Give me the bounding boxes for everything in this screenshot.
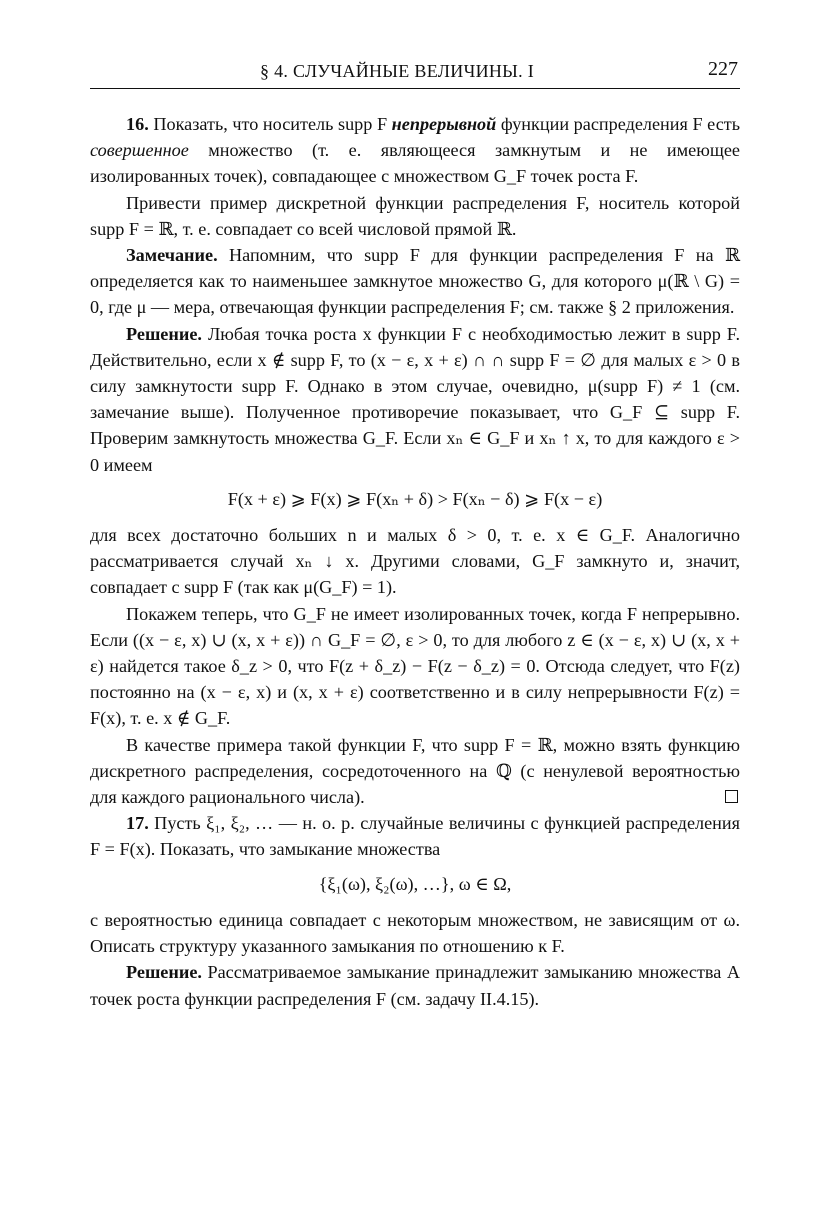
problem-16-text-b: функции распределения F есть	[496, 114, 741, 134]
problem-16-number: 16.	[126, 114, 149, 134]
solution-16-text: Любая точка роста x функции F с необходимостью лежит в supp F. Действительно, если x ∉ supp F, то (x − ε, x + ε) ∩ ∩ supp F = ∅ для малых ε > 0 в силу замкнутости supp F. Однако в этом случае, очевидно, μ(supp F) ≠ 1 (см. замечание выше). Полученное противоречие показывает, что G_F ⊆ supp F. Проверим замкнутость множества G_F. Если xₙ ∈ G_F и xₙ ↑ x, то для каждого ε > 0 имеем	[90, 323, 740, 475]
display-formula-1: F(x + ε) ⩾ F(x) ⩾ F(xₙ + δ) > F(xₙ − δ) ⩾ F(x − ε)	[227, 488, 603, 509]
remark-label: Замечание.	[126, 245, 218, 266]
problem-16-text-a: Показать, что носитель supp F	[153, 114, 392, 134]
solution-17-paragraph	[90, 959, 740, 1011]
problem-17-text: Пусть ξ₁, ξ₂, … — н. о. р. случайные величины с функцией распределения F = F(x). Показать, что замыкание множества	[90, 813, 740, 860]
solution-17-text: Рассматриваемое замыкание принадлежит замыканию множества A точек роста функции распределения F (см. задачу II.4.15).	[90, 962, 740, 1009]
solution-16-continuation: для всех достаточно больших n и малых δ > 0, т. е. x ∈ G_F. Аналогично рассматривается случай xₙ ↓ x. Другими словами, G_F замкнуто и, значит, совпадает с supp F (так как μ(G_F) = 1).	[90, 525, 740, 598]
running-header	[90, 58, 740, 89]
problem-17-number: 17.	[126, 813, 149, 834]
running-title: § 4. СЛУЧАЙНЫЕ ВЕЛИЧИНЫ. I	[260, 61, 535, 81]
example-paragraph	[90, 732, 740, 811]
solution-17-label: Решение.	[126, 962, 202, 983]
problem-16-text-c: множество (т. е. являющееся замкнутым и не имеющее изолированных точек), совпадающее с множеством G_F точек роста F.	[90, 140, 740, 187]
solution-16-label: Решение.	[126, 323, 202, 344]
remark-text: Напомним, что supp F для функции распределения F на ℝ определяется как то наименьшее замкнутое множество G, для которого μ(ℝ \ G) = 0, где μ — мера, отвечающая функции распределения F; см. также § 2 приложения.	[90, 245, 740, 318]
solution-16-paragraph	[90, 321, 740, 478]
remark-paragraph	[90, 242, 740, 321]
problem-17-paragraph	[90, 810, 740, 862]
example-text: В качестве примера такой функции F, что supp F = ℝ, можно взять функцию дискретного распределения, сосредоточенного на ℚ (с ненулевой вероятностью для каждого рационального числа).	[90, 734, 740, 808]
problem-16-example-request: Привести пример дискретной функции распределения F, носитель которой supp F = ℝ, т. е. совпадает со всей числовой прямой ℝ.	[90, 192, 740, 239]
page-number: 227	[708, 58, 738, 80]
isolated-points-paragraph: Покажем теперь, что G_F не имеет изолированных точек, когда F непрерывно. Если ((x − ε, x) ∪ (x, x + ε)) ∩ G_F = ∅, ε > 0, то для любого z ∈ (x − ε, x) ∪ (x, x + ε) найдется такое δ_z > 0, что F(z + δ_z) − F(z − δ_z) = 0. Отсюда следует, что F(z) постоянно на (x − ε, x) и (x, x + ε) соответственно и в силу непрерывности F(z) = F(x), т. е. x ∉ G_F.	[90, 603, 740, 729]
problem-17-continuation: с вероятностью единица совпадает с некоторым множеством, не зависящим от ω. Описать структуру указанного замыкания по отношению к F.	[90, 909, 740, 957]
problem-16-emphasis-2: совершенное	[90, 140, 189, 161]
problem-16-emphasis-1: непрерывной	[391, 114, 497, 134]
page-body	[90, 111, 740, 1012]
problem-16-paragraph	[90, 111, 740, 190]
display-formula-2: {ξ₁(ω), ξ₂(ω), …}, ω ∈ Ω,	[318, 873, 512, 894]
qed-square-icon	[725, 790, 738, 803]
